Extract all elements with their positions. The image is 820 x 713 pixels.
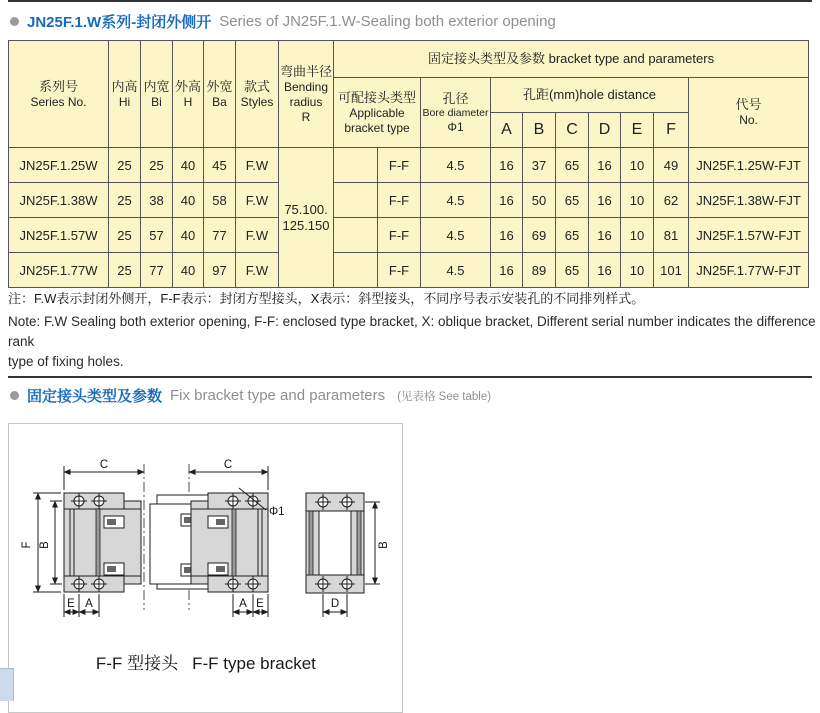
- note-en-line1: Note: F.W Sealing both exterior opening, F-F: enclosed type bracket, X: oblique bracket, Different serial number indicates the difference rank: [8, 314, 816, 349]
- section2-title: [10, 385, 491, 406]
- dim-label-b-left: B: [39, 541, 51, 549]
- section2-title-zh: 固定接头类型及参数: [27, 388, 163, 405]
- cell-series: JN25F.1.57W: [9, 218, 109, 253]
- cell-no: JN25F.1.77W-FJT: [689, 253, 809, 288]
- drawing-caption-zh: F-F 型接头: [95, 654, 179, 673]
- cell-dist-f: 81: [654, 218, 689, 253]
- cell-hi: 25: [109, 253, 141, 288]
- cell-h: 40: [173, 183, 204, 218]
- col-header-dist-d: D: [589, 113, 621, 148]
- section1-title-en: Series of JN25F.1.W-Sealing both exterior opening: [219, 13, 556, 30]
- dim-label-e-left: E: [67, 598, 75, 610]
- cell-bi: 25: [141, 148, 173, 183]
- col-header-dist-e: E: [621, 113, 654, 148]
- section2-title-note: (见表格 See table): [397, 390, 492, 403]
- dim-b-right: [365, 502, 390, 584]
- cell-dist-a: 16: [491, 183, 523, 218]
- cell-dist-c: 65: [556, 253, 589, 288]
- table-notes: [8, 290, 816, 372]
- dim-label-b-right: B: [378, 541, 390, 549]
- dim-c-right: [189, 459, 268, 490]
- cell-dist-a: 16: [491, 253, 523, 288]
- cell-bi: 57: [141, 218, 173, 253]
- cell-dist-d: 16: [589, 253, 621, 288]
- end-view-frame: [306, 493, 364, 593]
- span-header-bracket-params: 固定接头类型及参数 bracket type and parameters: [334, 41, 809, 78]
- col-header-dist-c: C: [556, 113, 589, 148]
- cell-dist-d: 16: [589, 218, 621, 253]
- cell-ba: 45: [204, 148, 236, 183]
- dim-ae-right: [233, 594, 268, 617]
- cell-no: JN25F.1.38W-FJT: [689, 183, 809, 218]
- cell-bore: 4.5: [421, 253, 491, 288]
- col-header-bore-diameter: 孔径 Bore diameter Φ1: [421, 78, 491, 148]
- table-row: [9, 183, 809, 218]
- dim-label-c-left: C: [99, 459, 109, 471]
- cell-no: JN25F.1.57W-FJT: [689, 218, 809, 253]
- dim-label-c-right: C: [223, 459, 233, 471]
- cell-bracket-spacer: [334, 253, 378, 288]
- cell-bend-radius: 75.100. 125.150: [279, 148, 334, 288]
- dim-b-left: [39, 501, 62, 584]
- cell-dist-e: 10: [621, 253, 654, 288]
- cell-hi: 25: [109, 183, 141, 218]
- cell-dist-b: 69: [523, 218, 556, 253]
- cell-bracket-spacer: [334, 183, 378, 218]
- cell-series: JN25F.1.38W: [9, 183, 109, 218]
- cell-dist-b: 89: [523, 253, 556, 288]
- col-header-dist-a: A: [491, 113, 523, 148]
- dim-ea-left: [64, 594, 99, 617]
- cell-dist-c: 65: [556, 218, 589, 253]
- cell-style: F.W: [236, 183, 279, 218]
- bullet-icon: [10, 17, 19, 26]
- top-divider-line: [8, 0, 812, 2]
- cell-style: F.W: [236, 148, 279, 183]
- col-header-dist-b: B: [523, 113, 556, 148]
- section2-title-en: Fix bracket type and parameters: [170, 387, 386, 404]
- drawing-caption-en: F-F type bracket: [192, 654, 316, 673]
- table-row: [9, 218, 809, 253]
- cell-hi: 25: [109, 218, 141, 253]
- bracket-drawing-box: [8, 423, 403, 713]
- col-header-no: 代号 No.: [689, 78, 809, 148]
- cell-dist-e: 10: [621, 183, 654, 218]
- cell-bracket-spacer: [334, 148, 378, 183]
- col-header-bi: 内宽 Bi: [141, 41, 173, 148]
- cell-dist-d: 16: [589, 148, 621, 183]
- cell-bracket-spacer: [334, 218, 378, 253]
- cell-bi: 77: [141, 253, 173, 288]
- section1-title-zh: JN25F.1.W系列-封闭外侧开: [27, 14, 212, 31]
- cell-dist-c: 65: [556, 183, 589, 218]
- watermark-corner: [0, 668, 14, 701]
- cell-series: JN25F.1.25W: [9, 148, 109, 183]
- note-en-line2: type of fixing holes.: [8, 354, 124, 369]
- cell-h: 40: [173, 253, 204, 288]
- col-header-hole-distance: 孔距(mm)hole distance: [491, 78, 689, 113]
- cell-bracket-type: F-F: [378, 218, 421, 253]
- dim-label-d: D: [330, 598, 340, 610]
- col-header-dist-f: F: [654, 113, 689, 148]
- cell-ba: 97: [204, 253, 236, 288]
- dim-label-e-right: E: [256, 598, 264, 610]
- col-header-styles: 款式 Styles: [236, 41, 279, 148]
- cell-h: 40: [173, 148, 204, 183]
- cell-dist-b: 50: [523, 183, 556, 218]
- cell-dist-f: 49: [654, 148, 689, 183]
- dim-label-a-right: A: [239, 598, 247, 610]
- cell-dist-d: 16: [589, 183, 621, 218]
- cell-style: F.W: [236, 218, 279, 253]
- cell-no: JN25F.1.25W-FJT: [689, 148, 809, 183]
- note-zh: 注：F.W表示封闭外侧开，F-F表示：封闭方型接头，X表示：斜型接头，不同序号表示安装孔的不同排列样式。: [8, 291, 645, 306]
- col-header-bend-radius: 弯曲半径 Bending radius R: [279, 41, 334, 148]
- cell-bi: 38: [141, 183, 173, 218]
- cell-dist-e: 10: [621, 218, 654, 253]
- cell-style: F.W: [236, 253, 279, 288]
- col-header-applicable-bracket: 可配接头类型 Applicable bracket type: [334, 78, 421, 148]
- table-row: [9, 148, 809, 183]
- cell-bracket-type: F-F: [378, 148, 421, 183]
- dim-d: [323, 594, 347, 617]
- bullet-icon: [10, 391, 19, 400]
- cell-dist-f: 101: [654, 253, 689, 288]
- cell-ba: 58: [204, 183, 236, 218]
- cell-series: JN25F.1.77W: [9, 253, 109, 288]
- cell-h: 40: [173, 218, 204, 253]
- left-bracket-piece: [64, 493, 141, 592]
- phi-label: Φ1: [269, 506, 285, 518]
- cell-ba: 77: [204, 218, 236, 253]
- cell-bracket-type: F-F: [378, 253, 421, 288]
- table-row: [9, 253, 809, 288]
- cell-dist-a: 16: [491, 218, 523, 253]
- section-divider-line: [8, 376, 812, 378]
- bracket-technical-drawing: [9, 424, 404, 700]
- cell-dist-a: 16: [491, 148, 523, 183]
- dim-label-a-left: A: [85, 598, 93, 610]
- dim-c-left: [64, 459, 144, 490]
- col-header-hi: 内高 Hi: [109, 41, 141, 148]
- cell-bore: 4.5: [421, 218, 491, 253]
- cell-dist-b: 37: [523, 148, 556, 183]
- col-header-h: 外高 H: [173, 41, 204, 148]
- cell-dist-f: 62: [654, 183, 689, 218]
- right-bracket-piece: [191, 493, 268, 592]
- dim-label-f: F: [21, 541, 33, 549]
- cell-bore: 4.5: [421, 183, 491, 218]
- spec-table: [8, 40, 809, 288]
- cell-dist-e: 10: [621, 148, 654, 183]
- cell-hi: 25: [109, 148, 141, 183]
- cell-bore: 4.5: [421, 148, 491, 183]
- col-header-ba: 外宽 Ba: [204, 41, 236, 148]
- cell-bracket-type: F-F: [378, 183, 421, 218]
- cell-dist-c: 65: [556, 148, 589, 183]
- col-header-series: 系列号 Series No.: [9, 41, 109, 148]
- section1-title: [10, 11, 556, 32]
